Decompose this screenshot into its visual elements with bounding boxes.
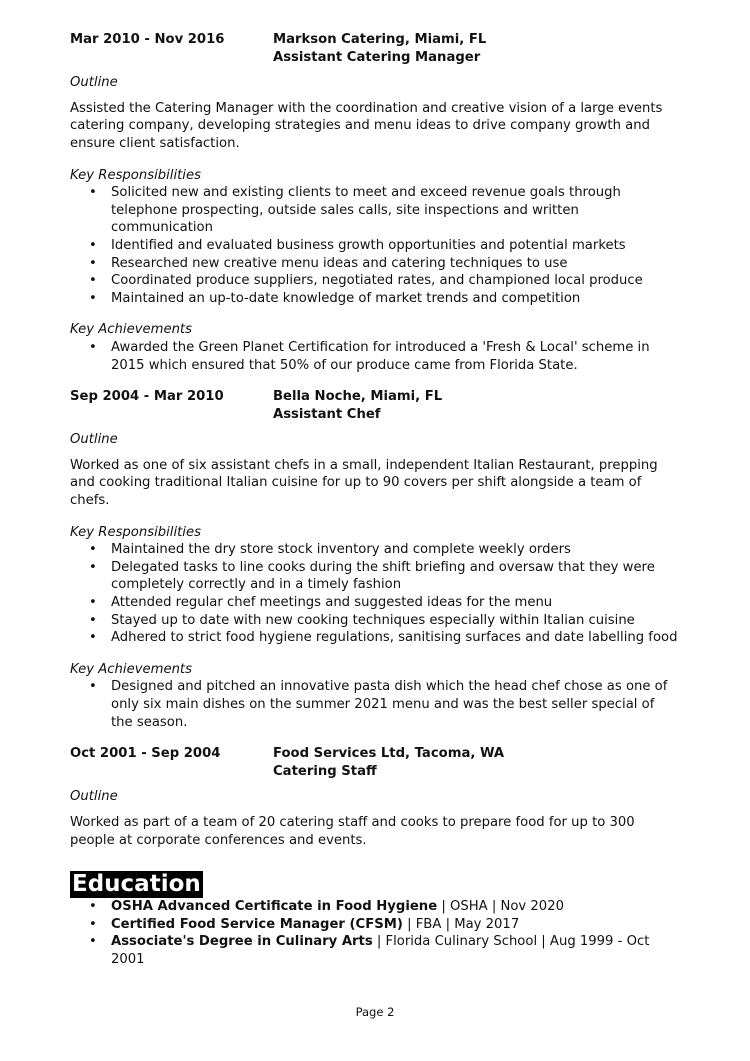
job-outline: Worked as one of six assistant chefs in a small, independent Italian Restaurant, prepping and cooking traditional Italian cuisine for up to 90 covers per shift alongside a team of chefs. <box>70 457 658 509</box>
education-detail: | Florida Culinary School | Aug 1999 - Oct 2001 <box>111 934 650 967</box>
job-dates: Oct 2001 - Sep 2004 <box>70 746 221 762</box>
education-item <box>111 898 678 916</box>
achievements-list <box>70 678 678 731</box>
list-item: • Identified and evaluated business growth opportunities and potential markets <box>111 237 678 255</box>
list-item: • Attended regular chef meetings and suggested ideas for the menu <box>111 594 678 612</box>
responsibilities-label: Key Responsibilities <box>70 524 201 540</box>
education-name: OSHA Advanced Certificate in Food Hygiene <box>111 899 438 915</box>
job-company: Bella Noche, Miami, FL <box>273 389 443 405</box>
job-entry <box>70 388 678 731</box>
resume-page <box>70 31 678 969</box>
outline-label: Outline <box>70 432 118 448</box>
education-section <box>70 849 678 968</box>
job-outline: Worked as part of a team of 20 catering staff and cooks to prepare food for up to 300 people at corporate conferences and events. <box>70 814 635 848</box>
education-detail: | OSHA | Nov 2020 <box>437 899 564 915</box>
list-item: • Delegated tasks to line cooks during the shift briefing and oversaw that they were completely correctly and in a timely fashion <box>111 559 678 594</box>
list-item: • Coordinated produce suppliers, negotiated rates, and championed local produce <box>111 272 678 290</box>
list-item: • Maintained the dry store stock inventory and complete weekly orders <box>111 541 678 559</box>
list-item: • Researched new creative menu ideas and catering techniques to use <box>111 255 678 273</box>
list-item: • Designed and pitched an innovative pasta dish which the head chef chose as one of only six main dishes on the summer 2021 menu and was the best seller special of the season. <box>111 678 678 731</box>
education-list <box>70 898 678 968</box>
list-item: • Adhered to strict food hygiene regulations, sanitising surfaces and date labelling food <box>111 629 678 647</box>
achievements-label: Key Achievements <box>70 322 192 338</box>
job-header <box>70 745 678 780</box>
job-header <box>70 388 678 423</box>
outline-label: Outline <box>70 789 118 805</box>
job-company: Markson Catering, Miami, FL <box>273 32 487 47</box>
job-dates: Mar 2010 - Nov 2016 <box>70 32 225 47</box>
job-header <box>70 31 678 66</box>
education-name: Certified Food Service Manager (CFSM) <box>111 916 403 932</box>
job-org <box>273 388 442 423</box>
education-heading: Education <box>72 871 201 898</box>
job-title: Catering Staff <box>273 763 377 779</box>
list-item: • Solicited new and existing clients to meet and exceed revenue goals through telephone prospecting, outside sales calls, site inspections and written communication <box>111 184 678 237</box>
achievements-list <box>70 339 678 374</box>
responsibilities-list <box>70 541 678 647</box>
job-org <box>273 31 486 66</box>
responsibilities-list <box>70 184 678 307</box>
job-org <box>273 745 504 780</box>
education-item <box>111 933 678 968</box>
list-item: • Stayed up to date with new cooking techniques especially within Italian cuisine <box>111 612 678 630</box>
job-outline: Assisted the Catering Manager with the coordination and creative vision of a large events catering company, developing strategies and menu ideas to drive company growth and ensure client satisfaction. <box>70 100 663 151</box>
list-item: • Awarded the Green Planet Certification for introduced a 'Fresh & Local' scheme in 2015 which ensured that 50% of our produce came from Florida State. <box>111 339 678 374</box>
job-title: Assistant Catering Manager <box>273 49 481 65</box>
job-company: Food Services Ltd, Tacoma, WA <box>273 746 505 762</box>
job-title: Assistant Chef <box>273 406 381 422</box>
outline-label: Outline <box>70 75 118 91</box>
education-item <box>111 916 678 934</box>
achievements-label: Key Achievements <box>70 661 192 677</box>
list-item: • Maintained an up-to-date knowledge of market trends and competition <box>111 290 678 308</box>
education-detail: | FBA | May 2017 <box>402 916 520 932</box>
job-entry <box>70 31 678 374</box>
education-name: Associate's Degree in Culinary Arts <box>111 934 373 950</box>
job-dates: Sep 2004 - Mar 2010 <box>70 389 224 405</box>
page-number: Page 2 <box>355 1005 395 1019</box>
job-entry <box>70 745 678 849</box>
responsibilities-label: Key Responsibilities <box>70 167 201 183</box>
